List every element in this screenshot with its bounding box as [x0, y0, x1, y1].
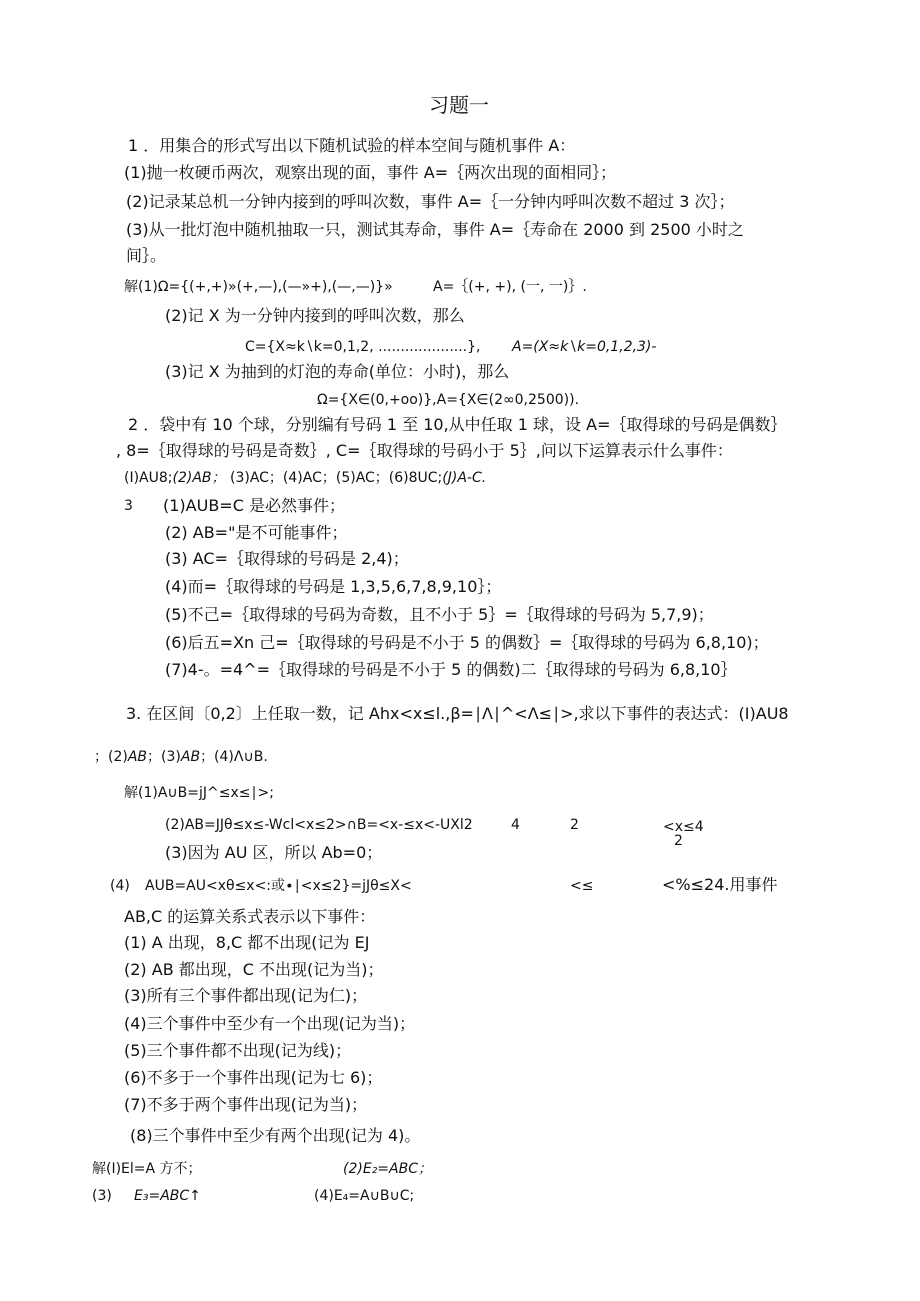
problem-2-solution-4: (4)而=｛取得球的号码是 1,3,5,6,7,8,9,10｝； [165, 577, 502, 596]
problem-4-item-8: (8)三个事件中至少有两个出现(记为 4)。 [130, 1126, 421, 1145]
problem-4-item-7: (7)不多于两个事件出现(记为当)； [124, 1095, 368, 1114]
problem-2-stem-line-2: , 8=｛取得球的号码是奇数｝, C=｛取得球的号码小于 5｝,问以下运算表示什么事件： [116, 441, 733, 460]
problem-2-op-1: (I)AU8; [124, 470, 173, 486]
problem-1-item-2: (2)记录某总机一分钟内接到的呼叫次数，事件 A=｛一分钟内呼叫次数不超过 3 次｝； [126, 192, 735, 211]
problem-2-op-2: (2)AB； [172, 470, 226, 486]
problem-2-solution-5: (5)不己=｛取得球的号码为奇数，且不小于 5｝=｛取得球的号码为 5,7,9)； [165, 605, 714, 624]
problem-4-solution-3-label: (3) [92, 1188, 112, 1204]
problem-3-solution-2-num-1: 4 [511, 817, 520, 833]
problem-3-part-3-label: ；(3) [147, 749, 181, 765]
problem-3-solution-2-fraction-top: <x≤4 [663, 819, 704, 835]
problem-4-solution-2: (2)E₂=ABC； [343, 1161, 432, 1177]
problem-3-solution-2: (2)AB=JJθ≤x≤-Wcl<x≤2>∩B=<x-≤x<-UXl2 [165, 817, 473, 833]
problem-3-part-2-label: ；(2) [94, 749, 128, 765]
problem-2-solution-2: (2) AB="是不可能事件； [165, 523, 348, 542]
problem-2-solution-6: (6)后五=Xn 己=｛取得球的号码是不小于 5 的偶数｝=｛取得球的号码为 6,8,10)； [165, 633, 769, 652]
problem-3-solution-2-num-2: 2 [570, 817, 579, 833]
problem-4-item-1: (1) A 出现，8,C 都不出现(记为 EJ [124, 933, 370, 952]
problem-2-solution-label: 3 [124, 498, 133, 514]
problem-3-solution-4-label: (4) [110, 878, 130, 894]
problem-3-solution-3: (3)因为 AU 区，所以 Ab=0； [165, 843, 383, 862]
problem-1-solution-3-formula: Ω={X∈(0,+oo)},A={X∈(2∞0,2500)). [317, 392, 580, 408]
problem-2-op-3-6: (3)AC；(4)AC；(5)AC；(6)8UC; [229, 470, 443, 486]
problem-1-stem: 1 ．用集合的形式写出以下随机试验的样本空间与随机事件 A： [128, 136, 576, 155]
problem-3-part-3-expr: AB [180, 749, 201, 765]
problem-2-solution-7: (7)4-。=4^=｛取得球的号码是不小于 5 的偶数)二｛取得球的号码为 6,8,10｝ [165, 660, 737, 679]
problem-1-solution-1: 解(1)Ω={(+,+)»(+,—),(—»+),(—,—)}» [124, 279, 393, 295]
problem-2-operations [124, 468, 486, 488]
problem-4-stem: AB,C 的运算关系式表示以下事件： [124, 907, 376, 926]
problem-1-solution-3-text: (3)记 X 为抽到的灯泡的寿命(单位：小时)，那么 [165, 362, 510, 381]
problem-1-solution-1-event: A=｛(+, +), (一, 一)｝. [433, 279, 587, 295]
problem-1-solution-2-set-c: C={X≈k∖k=0,1,2, ....................}, [245, 339, 481, 355]
problem-4-solution-1: 解(I)El=A 方不； [92, 1161, 202, 1177]
problem-3-solution-4-end: <%≤24.用事件 [662, 875, 778, 894]
problem-4-item-5: (5)三个事件都不出现(记为线)； [124, 1041, 352, 1060]
problem-3-stem-continued [94, 747, 268, 767]
problem-1-item-3-line-2: 间｝。 [126, 246, 167, 265]
problem-2-op-7: (J)A-C. [442, 470, 487, 486]
problem-3-stem: 3. 在区间〔0,2〕上任取一数，记 Ahx<x≤l.,β=∣Λ∣^<Λ≤∣>,求以下事件的表达式：(I)AU8 [126, 704, 789, 723]
problem-4-item-6: (6)不多于一个事件出现(记为七 6)； [124, 1068, 383, 1087]
problem-4-item-4: (4)三个事件中至少有一个出现(记为当)； [124, 1014, 416, 1033]
problem-4-solution-4: (4)E₄=A∪B∪C; [314, 1188, 415, 1204]
problem-4-solution-3: E₃=ABC↑ [134, 1188, 201, 1204]
problem-1-item-1: (1)抛一枚硬币两次，观察出现的面，事件 A=｛两次出现的面相同｝； [124, 163, 617, 182]
problem-4-item-3: (3)所有三个事件都出现(记为仁)； [124, 986, 368, 1005]
problem-2-solution-1: (1)AUB=C 是必然事件； [163, 496, 345, 515]
problem-2-stem-line-1: 2 ．袋中有 10 个球，分别编有号码 1 至 10,从中任取 1 球，设 A=｛取得球的号码是偶数｝ [128, 415, 787, 434]
problem-4-item-2: (2) AB 都出现，C 不出现(记为当)； [124, 960, 384, 979]
page-title: 习题一 [429, 93, 489, 117]
problem-3-solution-4: AUB=AU<xθ≤x<:或∙∣<x≤2}=jJθ≤X< [145, 878, 412, 894]
problem-1-solution-2-text: (2)记 X 为一分钟内接到的呼叫次数，那么 [165, 306, 465, 325]
problem-3-solution-4-mid: <≤ [570, 878, 594, 894]
problem-1-item-3-line-1: (3)从一批灯泡中随机抽取一只，测试其寿命，事件 A=｛寿命在 2000 到 2500 小时之 [126, 220, 744, 239]
problem-3-solution-2-fraction-bottom: 2 [674, 833, 683, 849]
problem-3-part-2-expr: AB [127, 749, 148, 765]
problem-1-solution-2-set-a: A=(X≈k∖k=0,1,2,3)- [512, 339, 657, 355]
problem-3-solution-1: 解(1)A∪B=jJ^≤x≤∣>; [124, 785, 274, 801]
problem-2-solution-3: (3) AC=｛取得球的号码是 2,4)； [165, 549, 409, 568]
problem-3-part-4: ；(4)Λ∪B. [200, 749, 268, 765]
